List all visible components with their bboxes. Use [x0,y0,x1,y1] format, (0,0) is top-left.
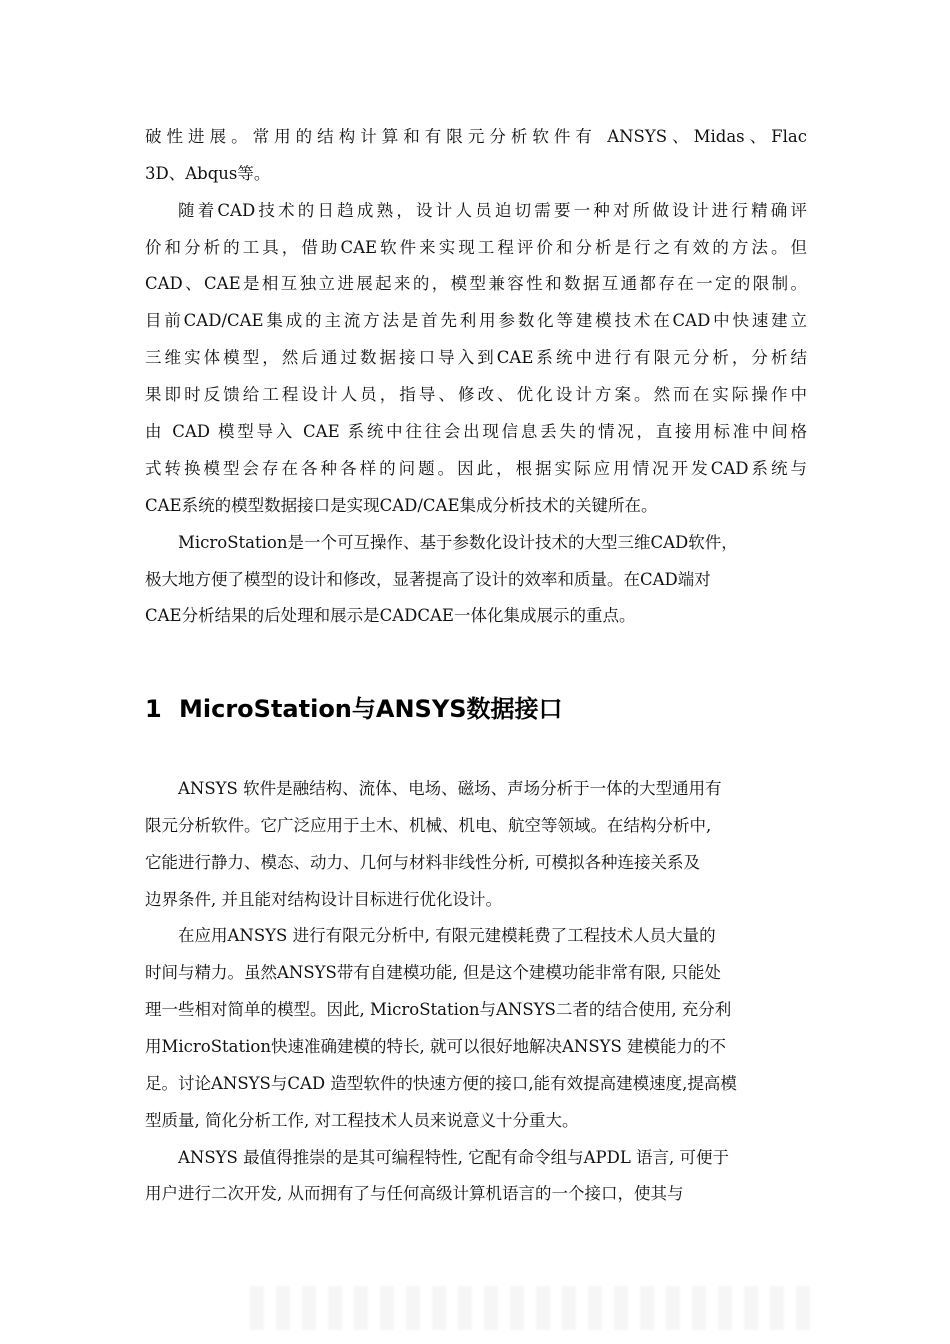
paragraph-1-line-2: CAD、CAE是相互独立进展起来的，模型兼容性和数据互通都存在一定的限制。 [145,274,807,293]
section-number: 1 [145,695,162,723]
paragraph-5-line-0: ANSYS 最值得推崇的是其可编程特性, 它配有命令组与APDL 语言, 可便于 [178,1148,730,1167]
paragraph-3-line-2: 它能进行静力、模态、动力、几何与材料非线性分析, 可模拟各种连接关系及 [145,853,700,872]
paragraph-1-line-8: CAE系统的模型数据接口是实现CAD/CAE集成分析技术的关键所在。 [145,496,658,515]
paragraph-2-line-1: 极大地方便了模型的设计和修改，显著提高了设计的效率和质量。在CAD端对 [145,570,711,589]
paragraph-3-line-0: ANSYS 软件是融结构、流体、电场、磁场、声场分析于一体的大型通用有 [178,779,722,798]
section-title: MicroStation与ANSYS数据接口 [179,695,563,723]
paragraph-4-line-0: 在应用ANSYS 进行有限元分析中, 有限元建模耗费了工程技术人员大量的 [178,926,716,945]
paragraph-4-line-2: 理一些相对简单的模型。因此, MicroStation与ANSYS二者的结合使用, 充分利 [145,1000,732,1019]
paragraph-0-line-0: 破性进展。常用的结构计算和有限元分析软件有 ANSYS、Midas、Flac [145,127,807,146]
paragraph-1-line-4: 三维实体模型，然后通过数据接口导入到CAE系统中进行有限元分析，分析结 [145,348,807,367]
paragraph-2-line-0: MicroStation是一个可互操作、基于参数化设计技术的大型三维CAD软件， [178,533,738,552]
faded-scan-artifact [250,1286,810,1330]
paragraph-3-line-3: 边界条件, 并且能对结构设计目标进行优化设计。 [145,890,502,909]
paragraph-4-line-1: 时间与精力。虽然ANSYS带有自建模功能, 但是这个建模功能非常有限, 只能处 [145,963,721,982]
section-heading [145,692,807,726]
paragraph-4-line-3: 用MicroStation快速准确建模的特长, 就可以很好地解决ANSYS 建模能力的不 [145,1037,727,1056]
paragraph-5-line-1: 用户进行二次开发, 从而拥有了与任何高级计算机语言的一个接口，使其与 [145,1184,684,1203]
paragraph-1-line-6: 由 CAD 模型导入 CAE 系统中往往会出现信息丢失的情况，直接用标准中间格 [145,422,807,441]
paragraph-1-line-7: 式转换模型会存在各种各样的问题。因此，根据实际应用情况开发CAD系统与 [145,459,807,478]
paragraph-1-line-3: 目前CAD/CAE集成的主流方法是首先利用参数化等建模技术在CAD中快速建立 [145,311,807,330]
paragraph-1-line-1: 价和分析的工具，借助CAE软件来实现工程评价和分析是行之有效的方法。但 [145,238,807,257]
paragraph-2-line-2: CAE分析结果的后处理和展示是CADCAE一体化集成展示的重点。 [145,606,636,625]
paragraph-4-line-4: 足。讨论ANSYS与CAD 造型软件的快速方便的接口,能有效提高建模速度,提高模 [145,1074,737,1093]
paragraph-1-line-5: 果即时反馈给工程设计人员，指导、修改、优化设计方案。然而在实际操作中 [145,385,807,404]
paragraph-0-line-1: 3D、Abqus等。 [145,164,271,183]
paragraph-3-line-1: 限元分析软件。它广泛应用于土木、机械、机电、航空等领域。在结构分析中, [145,816,712,835]
paragraph-1-line-0: 随着CAD技术的日趋成熟，设计人员迫切需要一种对所做设计进行精确评 [178,201,807,220]
paragraph-4-line-5: 型质量, 简化分析工作, 对工程技术人员来说意义十分重大。 [145,1111,579,1130]
